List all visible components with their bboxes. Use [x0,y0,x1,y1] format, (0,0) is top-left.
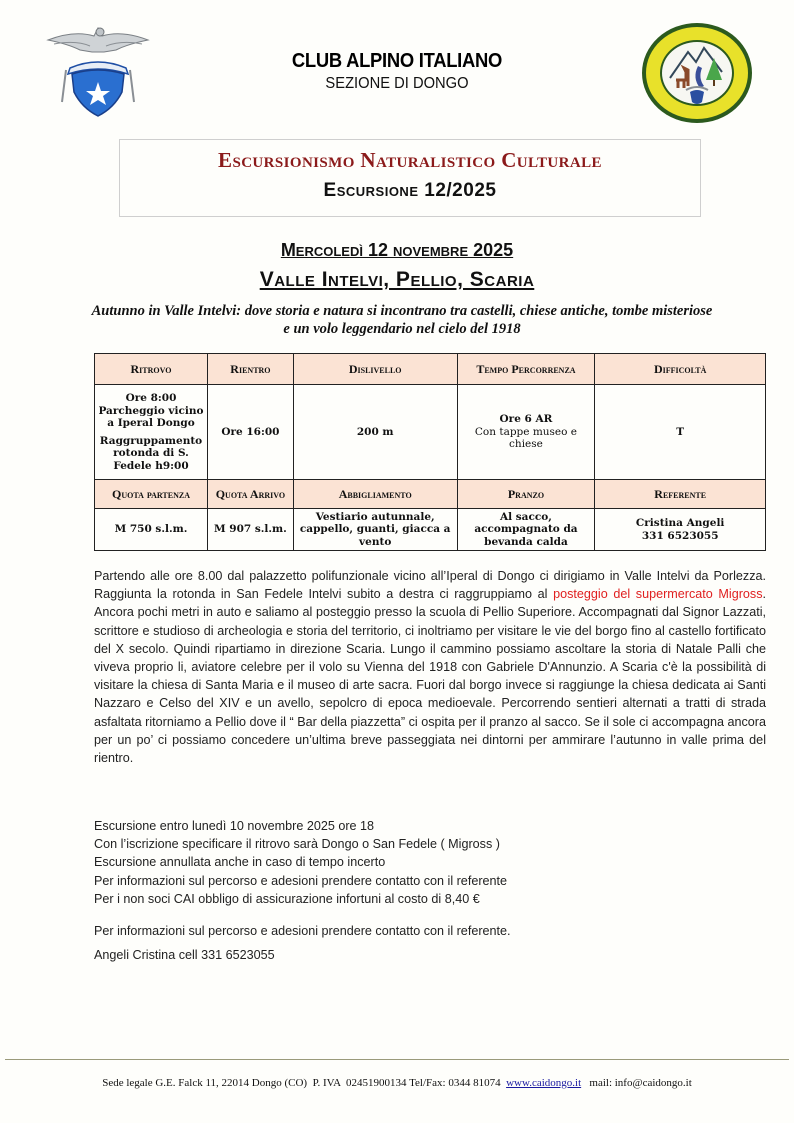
description-paragraph [94,567,766,767]
header-referente: Referente [595,480,766,509]
values-row-1 [95,385,766,480]
org-name: CLUB ALPINO ITALIANO [291,50,503,72]
referente-name: Cristina Angeli [635,517,725,529]
cell-quota-arrivo: M 907 s.l.m. [207,509,293,551]
cell-rientro: Ore 16:00 [207,385,293,480]
ritrovo-time: Ore 8:00 [125,392,177,404]
cell-difficolta: T [595,385,766,480]
program-title: Escursionismo Naturalistico Culturale [218,148,602,172]
contact-line: Angeli Cristina cell 331 6523055 [94,948,275,963]
footer-divider [5,1059,789,1060]
header-difficolta: Difficoltà [595,354,766,385]
header-ritrovo: Ritrovo [95,354,208,385]
cell-ritrovo [95,385,208,480]
cell-pranzo: Al sacco, accompagnato da bevanda calda [457,509,595,551]
header-quota-arrivo: Quota Arrivo [207,480,293,509]
referente-phone: 331 6523055 [641,529,719,542]
note-info: Per informazioni sul percorso e adesioni prendere contatto con il referente [94,873,508,888]
ritrovo-regroup: Raggruppamento rotonda di S. Fedele h9:00 [99,434,203,472]
header-row-1 [95,354,766,385]
header-rientro: Rientro [207,354,293,385]
header-pranzo: Pranzo [457,480,595,509]
footer-address: Sede legale G.E. Falck 11, 22014 Dongo (CO) P. IVA 02451900134 Tel/Fax: 0344 81074 [102,1077,504,1089]
event-date: Mercoledì 12 novembre 2025 [280,240,514,260]
description-highlight: posteggio del supermercato Migross [553,587,763,602]
cell-abbigliamento: Vestiario autunnale, cappello, guanti, giacca a vento [293,509,457,551]
footer-website-link[interactable]: www.caidongo.it [506,1077,582,1089]
header-tempo: Tempo Percorrenza [457,354,595,385]
header-quota-partenza: Quota partenza [95,480,208,509]
excursion-info-table [94,353,766,551]
description-part-2: . Ancora pochi metri in auto e saliamo al posteggio presso la scuola di Pellio Superiore. Accompagnati dal Signor Lazzati, scrittore e studioso di archeologia e storia del territorio, ci inoltriamo per visitare le vie del borgo fino al castello fortificato del X secolo. Quindi ripartiamo in direzione Scaria. Lungo il cammino possiamo ascoltare la storia di Natale Palli che viveva proprio li, aviatore celebre per il volo su Vienna del 1918 con Gabriele D'Annunzio. A Scaria c'è la possibilità di visitare la chiesa di Santa Maria e il museo di arte sacra. Fuori dal borgo invece si raggiunge la chiesa dedicata ai Santi Nazzaro e Celso del XIV e un avello, sepolcro di epoca medioevale. Percorrendo sentieri alternati a tratti di strada asfaltata ritorniamo a Pellio dove il “ Bar della piazzetta” ci ospita per il pranzo al sacco. Se il sole ci accompagna ancora per un po’ ci possiamo concedere un’ultima breve passeggiata nei dintorni per ammirare l’autunno in valle prima del rientro. [94,587,766,766]
footer [0,1077,794,1089]
contact-note: Per informazioni sul percorso e adesioni prendere contatto con il referente. [94,924,511,939]
header-dislivello: Dislivello [293,354,457,385]
description-part-1: Partendo alle ore 8.00 dal palazzetto polifunzionale vicino all’Iperal di Dongo ci dirigiamo in Valle Intelvi da Porlezza. Raggiunta la rotonda in San Fedele Intelvi subito a destra ci raggruppiamo al [94,569,766,602]
note-cancellation: Escursione annullata anche in caso di tempo incerto [94,855,386,870]
cell-dislivello: 200 m [293,385,457,480]
event-subtitle: Autunno in Valle Intelvi: dove storia e natura si incontrano tra castelli, chiese antiche, tombe misteriose e un volo leggendario nel cielo del 1918 [91,303,713,337]
event-place: Valle Intelvi, Pellio, Scaria [259,268,535,291]
header-abbigliamento: Abbigliamento [293,480,457,509]
ritrovo-place: Parcheggio vicino a Iperal Dongo [98,404,204,429]
tempo-main: Ore 6 AR [499,413,553,426]
note-deadline: Escursione entro lunedì 10 novembre 2025 ore 18 [94,819,375,833]
section-name: SEZIONE DI DONGO [325,75,469,92]
note-insurance: Per i non soci CAI obbligo di assicurazione infortuni al costo di 8,40 € [94,891,480,906]
title-box [119,139,701,217]
notes-block [94,817,511,964]
header-row-2 [95,480,766,509]
values-row-2 [95,509,766,551]
footer-mail: mail: info@caidongo.it [581,1077,692,1089]
note-meeting-choice: Con l’iscrizione specificare il ritrovo sarà Dongo o San Fedele ( Migross ) [94,837,500,852]
cell-quota-partenza: M 750 s.l.m. [95,509,208,551]
tempo-note: Con tappe museo e chiese [474,425,578,451]
cell-referente [595,509,766,551]
cell-tempo [457,385,595,480]
operatore-badge-icon [640,22,754,124]
excursion-number: Escursione 12/2025 [323,180,497,201]
